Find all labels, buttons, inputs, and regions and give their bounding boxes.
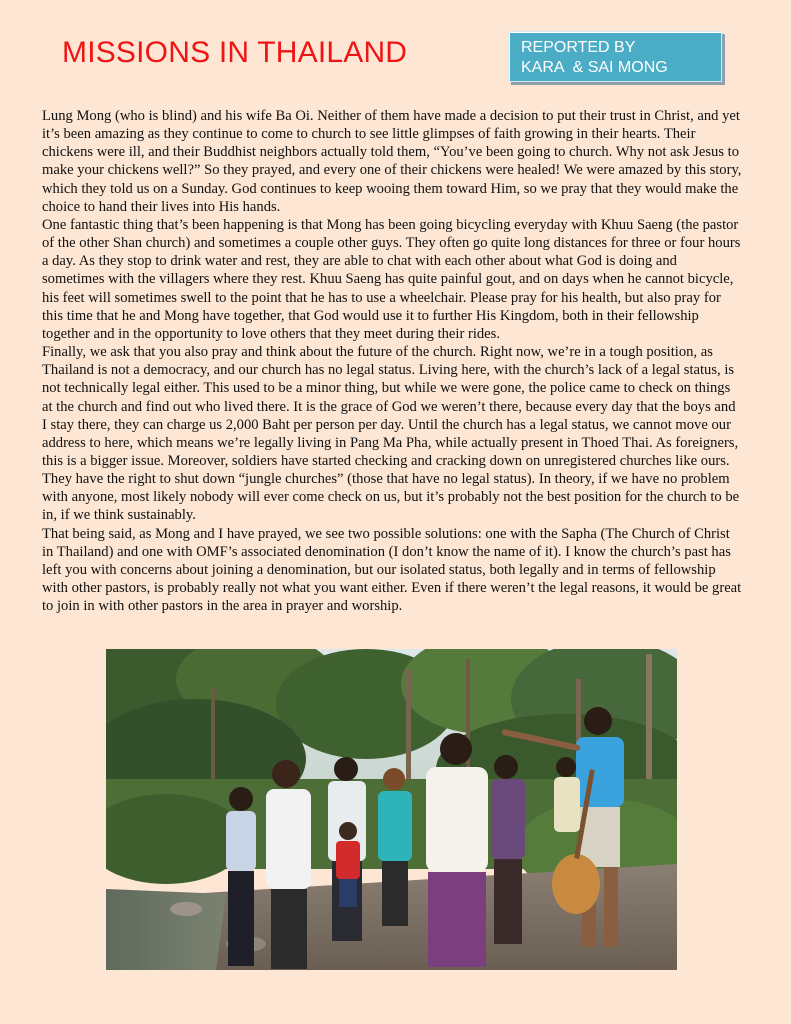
article-paragraph: That being said, as Mong and I have prayed, we see two possible solutions: one with the Sapha (The Church of Christ in Thailand) and one with OMF’s associated denomination (I don’t know the name of it). I know the church’s past has left you with concerns about joining a denomination, but our isolated status, both legally and in terms of fellowship with other pastors, is probably really not what you want either. Even if there weren’t the legal reasons, it would be great to join in with other pastors in the area in prayer and worship.	[42, 525, 742, 615]
reported-by-names: KARA & SAI MONG	[521, 59, 668, 76]
article-paragraph: Finally, we ask that you also pray and think about the future of the church. Right now, we’re in a tough position, as Thailand is not a democracy, and our church has no legal status. Living here, with the church’s lack of a legal status, is not technically legal either. This used to be a minor thing, but while we were gone, the police came to check on things at the church and find out who lived there. It is the grace of God we weren’t there, because every day that the boys and I stay there, they can charge us 2,000 Baht per person per day. Until the church has a legal status, we cannot move our address to here, which means we’re legally living in Pang Ma Pha, while actually present in Thoed Thai. As foreigners, this is a bigger issue. Moreover, soldiers have started checking and cracking down on unregistered churches like ours. They have the right to shut down “jungle churches” (those that have no legal status). In theory, if we have no problem with anyone, most likely nobody will ever come check on us, but it’s probably not the best position for the church to be in, if we think sustainably.	[42, 344, 740, 524]
reported-by-box	[508, 31, 722, 82]
article-body	[42, 107, 742, 615]
article-paragraph: Lung Mong (who is blind) and his wife Ba Oi. Neither of them have made a decision to put their trust in Christ, and yet it’s been amazing as they continue to come to church to see little glimpses of faith growing in their hearts. Their chickens were ill, and their Buddhist neighbors actually told them, “You’ve been going to church. Why not ask Jesus to make your chickens well?” So they prayed, and every one of their chickens were healed! We were amazed by this story, which they told us on a Sunday. God continues to keep wooing them toward Him, so we pray that they would make the choice to hand their lives into His hands.	[42, 108, 742, 215]
group-photo	[106, 649, 677, 970]
page-title: MISSIONS IN THAILAND	[62, 36, 408, 69]
reported-by-label: REPORTED BY	[521, 39, 636, 56]
article-paragraph: One fantastic thing that’s been happening is that Mong has been going bicycling everyday with Khuu Saeng (the pastor of the other Shan church) and sometimes a couple other guys. They often go quite long distances for three or four hours a day. As they stop to drink water and rest, they are able to chat with each other about what God is doing and sometimes with the villagers where they rest. Khuu Saeng has quite painful gout, and on days when he cannot bicycle, his feet will sometimes swell to the point that he has to use a wheelchair. Please pray for his health, but also pray for this time that he and Mong have together, that God would use it to further His Kingdom, both in their fellowship together and in the opportunity to love others that they meet during their rides.	[42, 216, 741, 342]
